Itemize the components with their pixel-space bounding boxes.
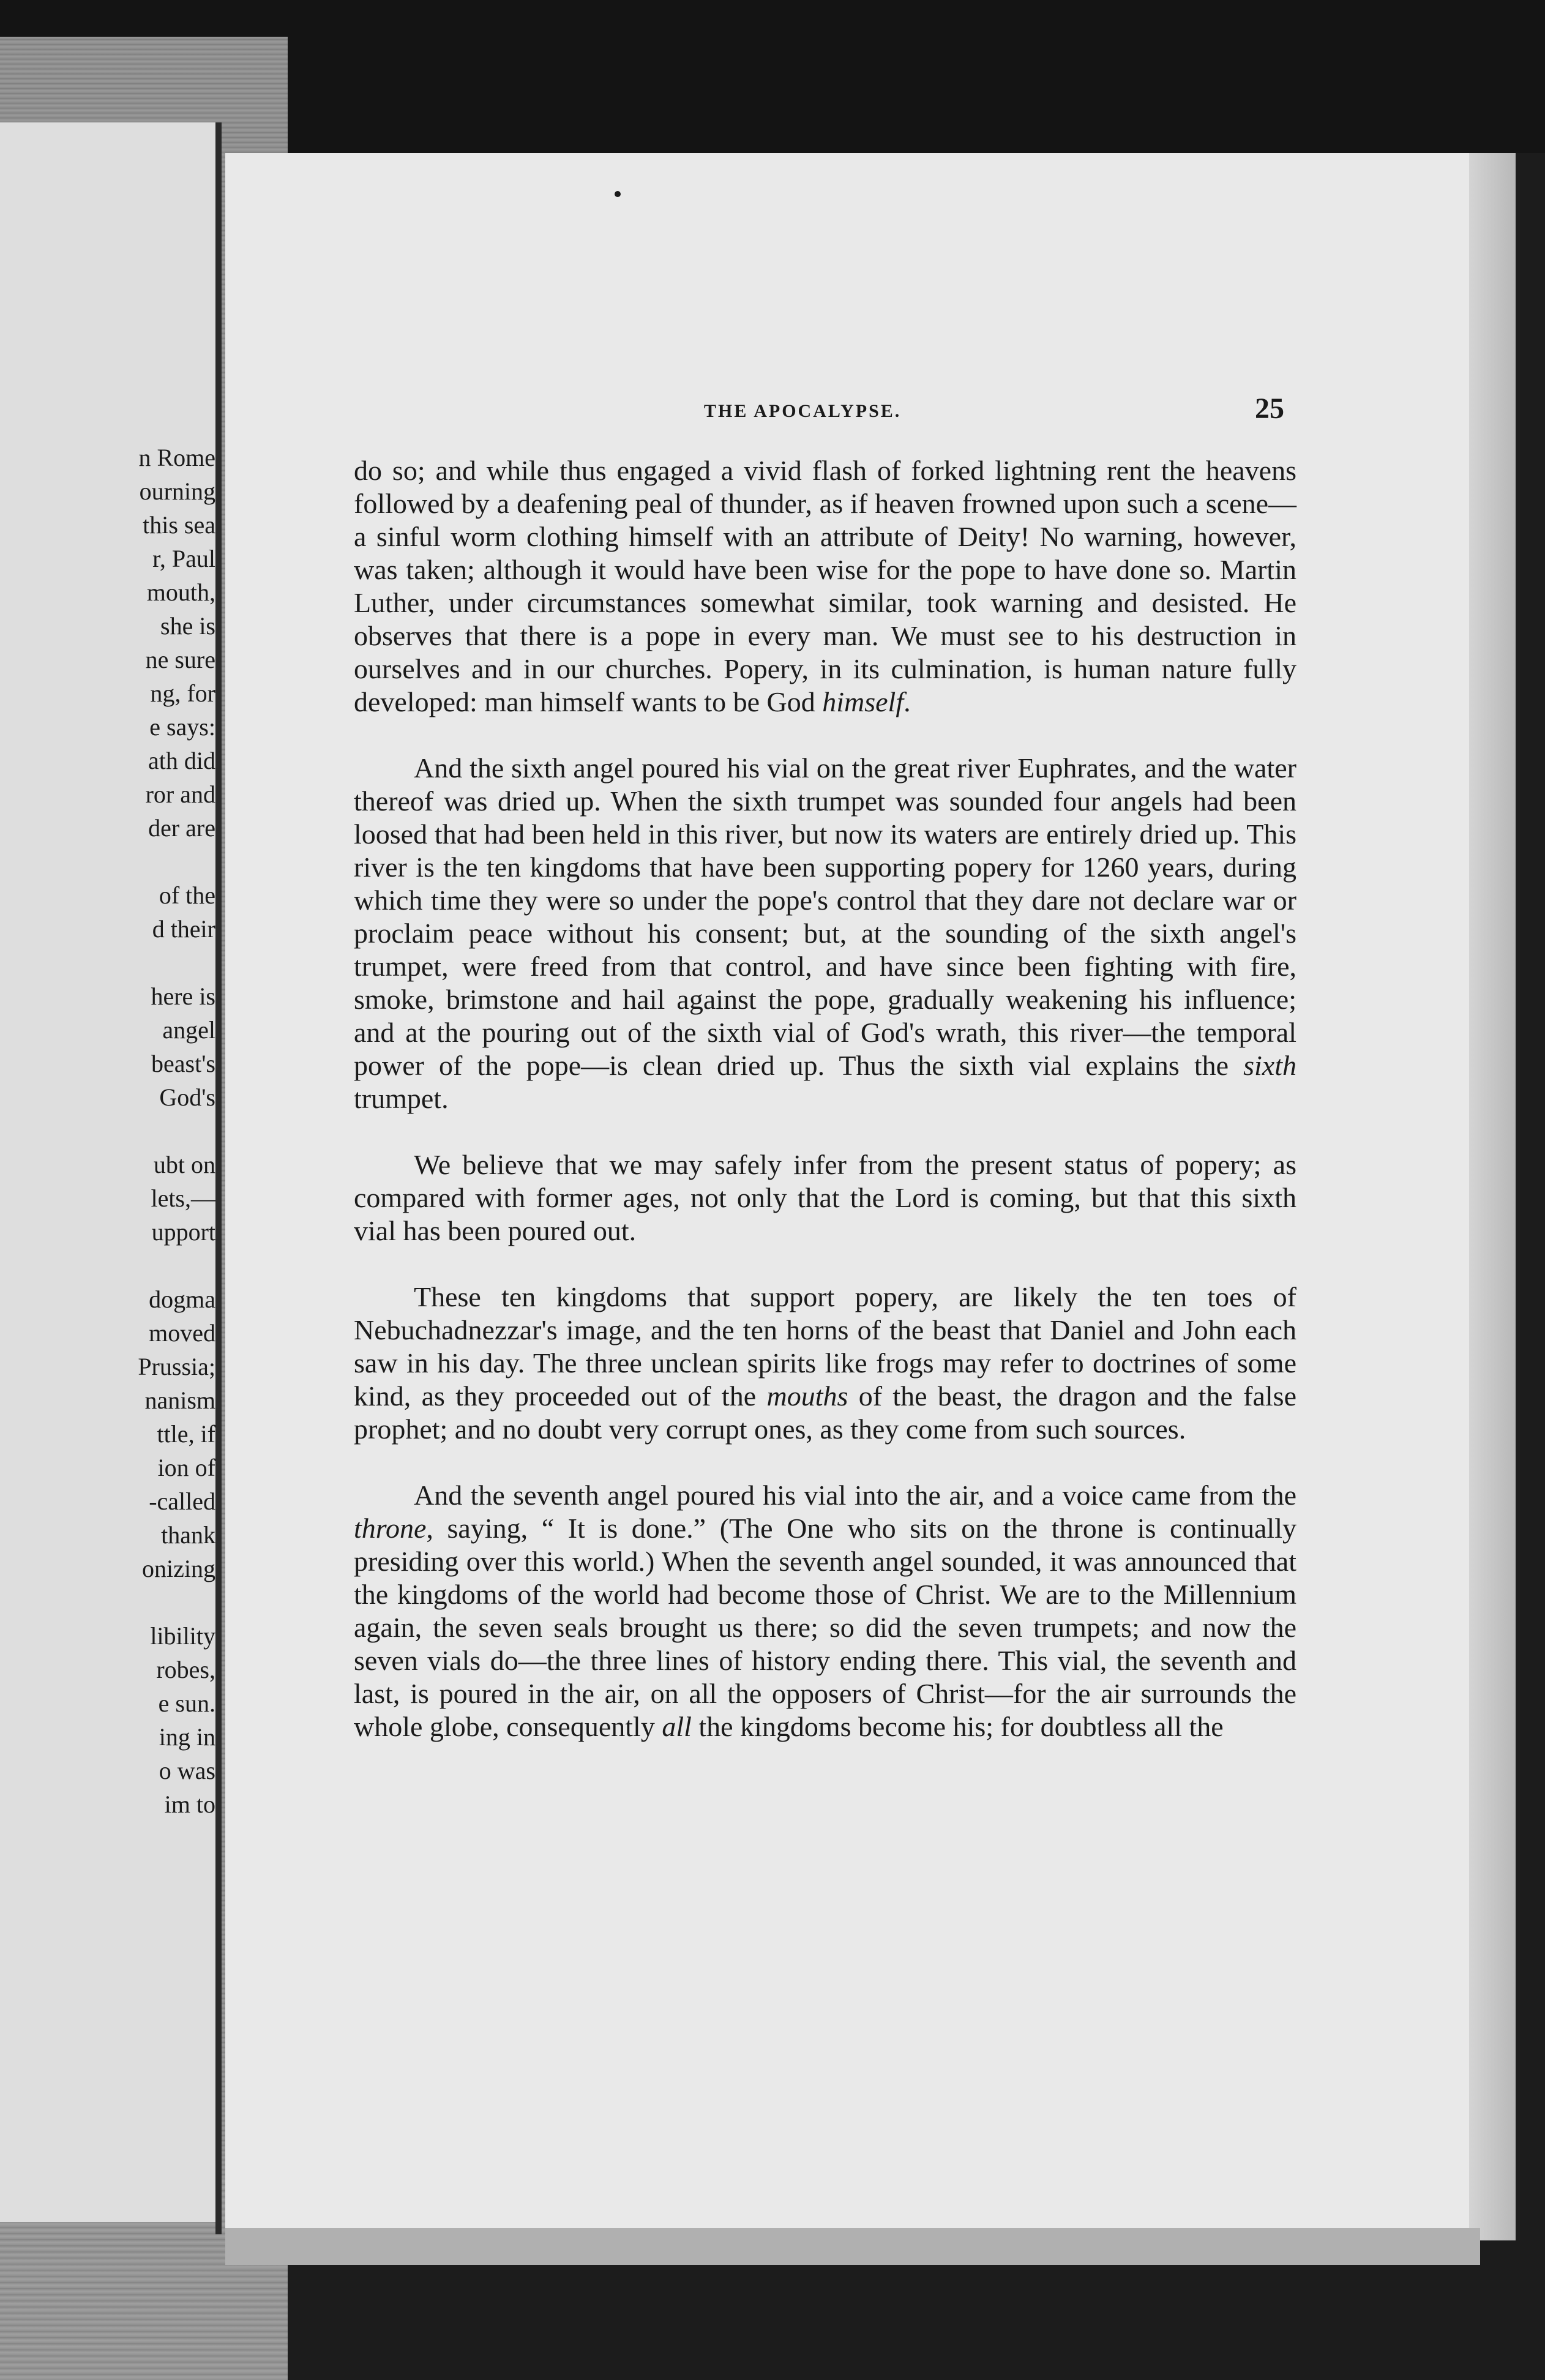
left-page-line: r, Paul xyxy=(152,545,215,572)
text-run: And the seventh angel poured his vial into the air, and a voice came from the xyxy=(414,1480,1296,1511)
left-page-line: ne sure xyxy=(145,646,215,673)
left-page-text-fragments xyxy=(0,441,215,1821)
italic-text: all xyxy=(662,1711,692,1742)
left-page-line: n Rome xyxy=(138,444,215,471)
italic-text: sixth xyxy=(1243,1050,1296,1081)
text-run: trumpet. xyxy=(354,1083,449,1114)
left-page-line: ion of xyxy=(157,1454,215,1481)
paragraph-p3 xyxy=(354,1148,1296,1248)
running-head: THE APOCALYPSE. xyxy=(704,401,902,421)
left-page-line: this sea xyxy=(143,511,215,539)
text-run: And the sixth angel poured his vial on the great river Euphrates, and the water thereof was dried up. When the sixth trumpet was sounded four angels had been loosed that had been held in this river, but now its waters are entirely dried up. This river is the ten kingdoms that have been supporting popery for 1260 years, during which time they were so under the pope's control that they dare not declare war or proclaim peace without his consent; but, at the sounding of the sixth angel's trumpet, were freed from that control, and have since been fighting with fire, smoke, brimstone and hail against the pope, gradually weakening his influence; and at the pouring out of the sixth vial of God's wrath, this river—the temporal power of the pope—is clean dried up. Thus the sixth vial explains the xyxy=(354,752,1296,1081)
text-run: We believe that we may safely infer from the present status of popery; as compared with former ages, not only that the Lord is coming, but that this sixth vial has been poured out. xyxy=(354,1149,1296,1246)
text-run: of the beast, the dragon and the false prophet; and no doubt very corrupt ones, as they come from such sources. xyxy=(354,1380,1297,1445)
paragraph-p4 xyxy=(354,1281,1296,1446)
left-page-line: dogma xyxy=(149,1285,215,1313)
paragraph-p2 xyxy=(354,752,1296,1115)
text-run: the kingdoms become his; for doubtless all the xyxy=(691,1711,1224,1742)
left-page-line: ubt on xyxy=(153,1151,215,1178)
left-page-line: upport xyxy=(151,1218,215,1246)
left-page-line: o was xyxy=(159,1757,215,1784)
italic-text: throne xyxy=(354,1513,427,1544)
left-page-line: libility xyxy=(150,1622,215,1650)
italic-text: himself xyxy=(822,686,904,717)
left-page-line: ng, for xyxy=(150,679,215,707)
body-text xyxy=(354,454,1296,1776)
left-page-line: ing in xyxy=(159,1723,215,1751)
page-edge-shadow xyxy=(1469,153,1516,2240)
left-page-line: mouth, xyxy=(146,578,215,606)
left-page-line xyxy=(0,946,215,979)
left-page-line xyxy=(0,845,215,878)
left-page-line: ourning xyxy=(139,477,215,505)
paragraph-p5 xyxy=(354,1479,1296,1743)
left-page-line: e sun. xyxy=(158,1690,215,1717)
left-page-line: -called xyxy=(149,1488,215,1515)
print-speck xyxy=(615,191,621,197)
left-page-line xyxy=(0,1114,215,1148)
left-facing-page xyxy=(0,122,215,2222)
left-page-line: ath did xyxy=(148,747,215,774)
left-page-line: ttle, if xyxy=(157,1420,215,1448)
page-gutter xyxy=(215,122,222,2234)
left-page-line xyxy=(0,1585,215,1619)
left-page-line: e says: xyxy=(149,713,215,741)
text-run: , saying, “ It is done.” (The One who sits on the throne is continually presiding over this world.) When the seventh angel sounded, it was announced that the kingdoms of the world had become those of Christ. We are to the Millennium again, the seven seals brought us there; so did the seven trumpets; and now the seven vials do—the three lines of history ending there. This vial, the seventh and last, is poured in the air, on all the opposers of Christ—for the air surrounds the whole globe, consequently xyxy=(354,1513,1296,1742)
left-page-line: robes, xyxy=(156,1656,215,1683)
page-number: 25 xyxy=(1255,392,1284,425)
left-page-line: moved xyxy=(149,1319,215,1347)
left-page-line: angel xyxy=(162,1016,215,1044)
paragraph-p1 xyxy=(354,454,1296,719)
left-page-line: of the xyxy=(159,881,215,909)
left-page-line: she is xyxy=(160,612,215,640)
italic-text: mouths xyxy=(766,1380,848,1412)
left-page-line: nanism xyxy=(144,1386,215,1414)
left-page-line: im to xyxy=(164,1791,215,1818)
left-page-line: d their xyxy=(152,915,215,943)
left-page-line: God's xyxy=(159,1083,215,1111)
left-page-line: der are xyxy=(148,814,215,842)
left-page-line: onizing xyxy=(142,1555,215,1582)
left-page-line: lets,— xyxy=(151,1184,215,1212)
underlying-pages xyxy=(225,2228,1480,2265)
left-page-line: Prussia; xyxy=(138,1353,215,1380)
left-page-line: here is xyxy=(151,982,215,1010)
text-run: do so; and while thus engaged a vivid flash of forked lightning rent the heavens followed by a deafening peal of thunder, as if heaven frowned upon such a scene—a sinful worm clothing himself with an attribute of Deity! No warning, however, was taken; although it would have been wise for the pope to have done so. Martin Luther, under circumstances somewhat similar, took warning and desisted. He observes that there is a pope in every man. We must see to his destruction in ourselves and in our churches. Popery, in its culmination, is human nature fully developed: man himself wants to be God xyxy=(354,455,1296,717)
left-page-line: ror and xyxy=(145,780,215,808)
text-run: These ten kingdoms that support popery, are likely the ten toes of Nebuchadnezzar's image, and the ten horns of the beast that Daniel and John each saw in his day. The three unclean spirits like frogs may refer to doctrines of some kind, as they proceeded out of the xyxy=(354,1281,1296,1412)
left-page-line xyxy=(0,1249,215,1282)
left-page-line: beast's xyxy=(151,1050,215,1077)
left-page-line: thank xyxy=(161,1521,215,1549)
text-run: . xyxy=(903,686,911,717)
